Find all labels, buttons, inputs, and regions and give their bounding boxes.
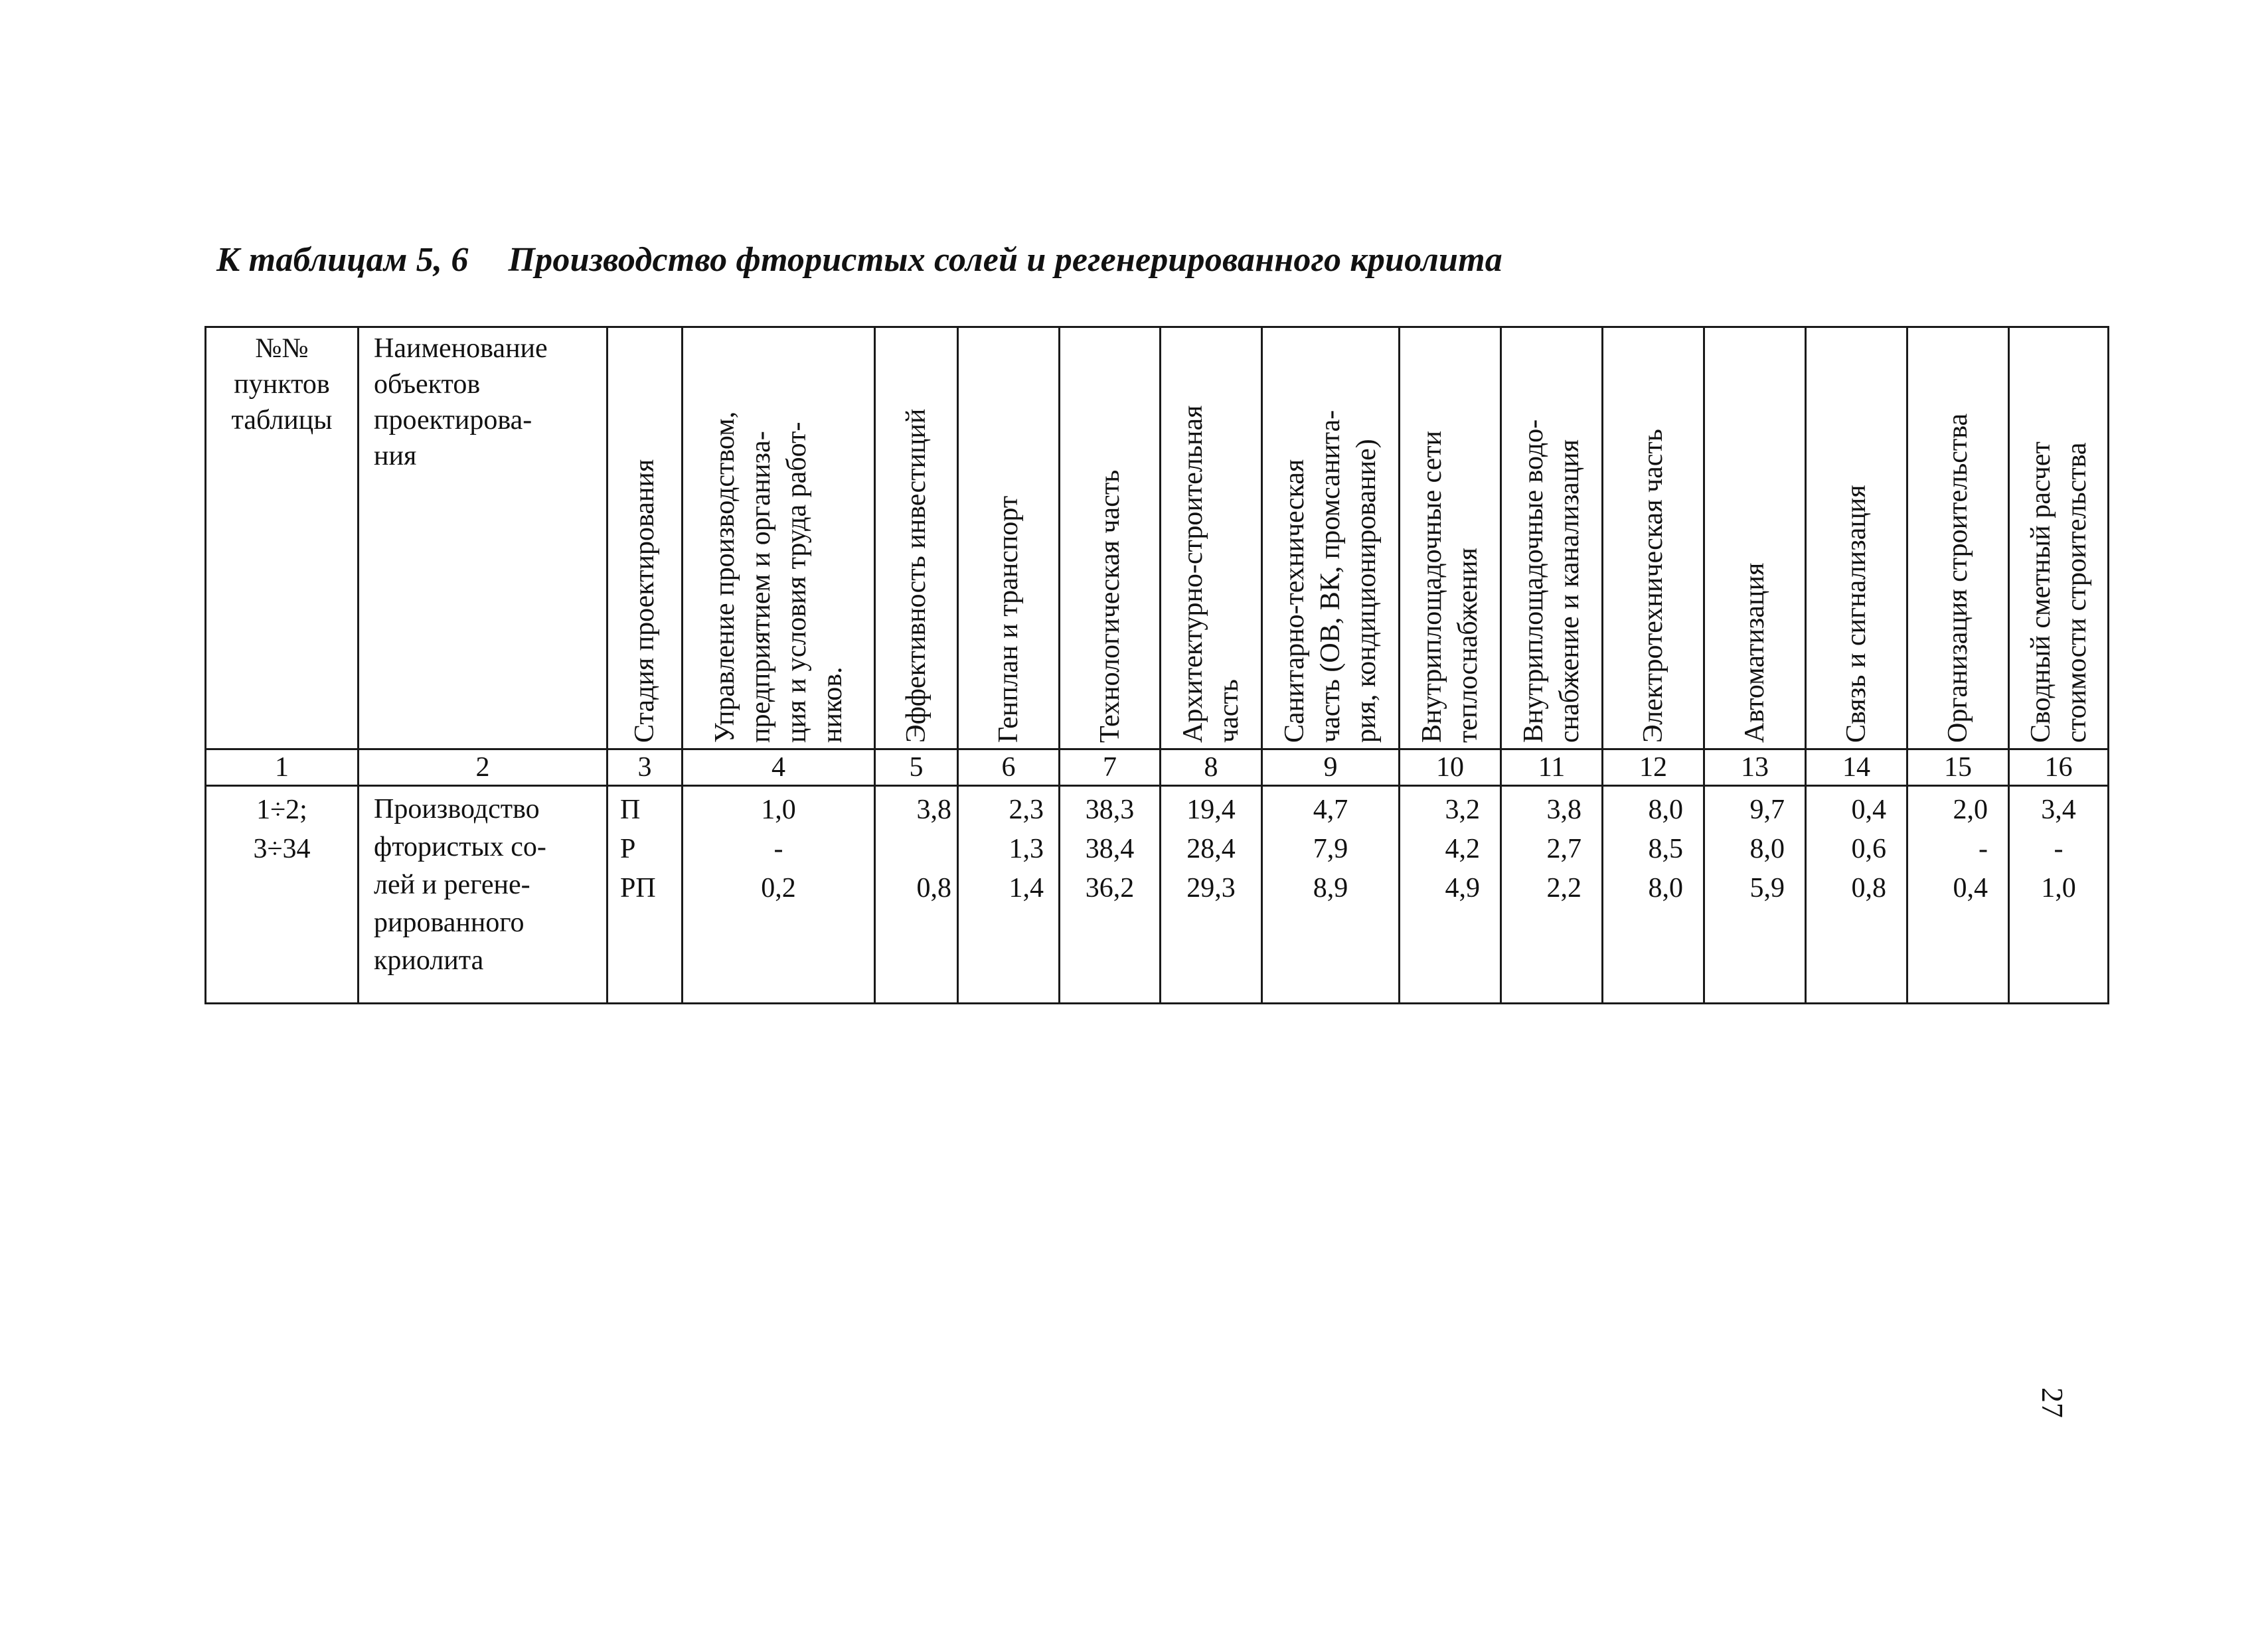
header-row (206, 327, 2109, 749)
distribution-table (204, 326, 2109, 1004)
header-cell (1060, 327, 1161, 749)
title-table-reference: К таблицам 5, 6 (216, 241, 469, 279)
header-heat-networks: Внутриплощадочные сети теплоснабжения (1417, 430, 1483, 743)
header-general-plan: Генплан и транспорт (993, 495, 1024, 743)
table-cell (1400, 786, 1501, 1004)
table-cell (2009, 786, 2109, 1004)
table-cell (875, 786, 958, 1004)
header-communication: Связь и сигнализация (1841, 485, 1872, 743)
header-cell (683, 327, 875, 749)
column-number: 11 (1501, 749, 1603, 786)
table-cell (608, 786, 683, 1004)
column-number: 5 (875, 749, 958, 786)
column-number: 7 (1060, 749, 1161, 786)
table-cell (1603, 786, 1704, 1004)
cell-value: 4,7 7,9 8,9 (1313, 795, 1348, 903)
header-cell (1161, 327, 1262, 749)
title-text: Производство фтористых солей и регенерированного криолита (508, 241, 1502, 279)
table-cell (359, 786, 608, 1004)
column-number: 12 (1603, 749, 1704, 786)
column-number-row (206, 749, 2109, 786)
header-automation: Автоматизация (1740, 562, 1770, 743)
table-cell (1907, 786, 2009, 1004)
column-number: 16 (2009, 749, 2109, 786)
header-investment-efficiency: Эффективность инвестиций (901, 408, 932, 743)
header-cell (206, 327, 359, 749)
cell-value: 3,8 0,8 (916, 795, 951, 903)
column-number: 15 (1907, 749, 2009, 786)
table-cell (1501, 786, 1603, 1004)
cell-value: 3,4 - 1,0 (2041, 795, 2076, 903)
header-sanitary: Санитарно-техническая часть (ОВ, ВК, промсанита- рия, кондиционирование) (1279, 410, 1382, 743)
cell-value: 8,0 8,5 8,0 (1648, 795, 1683, 903)
header-cell (608, 327, 683, 749)
header-object-name: Наименование объектов проектирова- ния (374, 333, 548, 471)
table-row (206, 786, 2109, 1004)
header-cell (875, 327, 958, 749)
header-cell (1501, 327, 1603, 749)
column-number: 3 (608, 749, 683, 786)
header-cell (1400, 327, 1501, 749)
column-number: 6 (958, 749, 1060, 786)
cell-value: 1,0 - 0,2 (761, 795, 796, 903)
table-cell (206, 786, 359, 1004)
cell-value: 2,3 1,3 1,4 (1009, 795, 1044, 903)
cell-object-name: Производство фтористых со- лей и регене- рированного криолита (374, 794, 546, 976)
table-cell (1060, 786, 1161, 1004)
header-stage: Стадия проектирования (629, 459, 660, 743)
header-cell (1806, 327, 1907, 749)
cell-value: 38,3 38,4 36,2 (1085, 795, 1135, 903)
cell-stages: П Р РП (620, 795, 656, 903)
cell-value: 0,4 0,6 0,8 (1851, 795, 1886, 903)
header-management: Управление производством, предприятием и организа- ция и условия труда работ- ников. (709, 411, 848, 743)
cell-value: 19,4 28,4 29,3 (1186, 795, 1236, 903)
table-cell (1704, 786, 1806, 1004)
header-cost-estimate: Сводный сметный расчет стоимости строительства (2025, 441, 2092, 743)
cell-value: 9,7 8,0 5,9 (1749, 795, 1785, 903)
header-points: №№ пунктов таблицы (231, 333, 333, 435)
table-cell (958, 786, 1060, 1004)
column-number: 8 (1161, 749, 1262, 786)
header-cell (1603, 327, 1704, 749)
header-construction-organization: Организация строительства (1943, 413, 1973, 743)
header-cell (359, 327, 608, 749)
header-electrical: Электротехническая часть (1638, 429, 1668, 743)
header-cell (1704, 327, 1806, 749)
header-technological: Технологическая часть (1094, 469, 1125, 743)
column-number: 1 (206, 749, 359, 786)
table-cell (1262, 786, 1400, 1004)
cell-points: 1÷2; 3÷34 (253, 795, 311, 864)
table-cell (1161, 786, 1262, 1004)
header-cell (2009, 327, 2109, 749)
column-number: 10 (1400, 749, 1501, 786)
column-number: 2 (359, 749, 608, 786)
cell-value: 3,8 2,7 2,2 (1546, 795, 1581, 903)
header-cell (958, 327, 1060, 749)
cell-value: 3,2 4,2 4,9 (1445, 795, 1480, 903)
column-number: 9 (1262, 749, 1400, 786)
page-number: 27 (2036, 1387, 2069, 1418)
column-number: 13 (1704, 749, 1806, 786)
cell-value: 2,0 - 0,4 (1953, 795, 1988, 903)
table-cell (1806, 786, 1907, 1004)
header-cell (1907, 327, 2009, 749)
header-architectural: Архитектурно-строительная часть (1178, 405, 1244, 743)
table-cell (683, 786, 875, 1004)
header-water-supply: Внутриплощадочные водо- снабжение и канализация (1518, 419, 1585, 743)
column-number: 14 (1806, 749, 1907, 786)
header-cell (1262, 327, 1400, 749)
column-number: 4 (683, 749, 875, 786)
page-title (216, 240, 1502, 279)
